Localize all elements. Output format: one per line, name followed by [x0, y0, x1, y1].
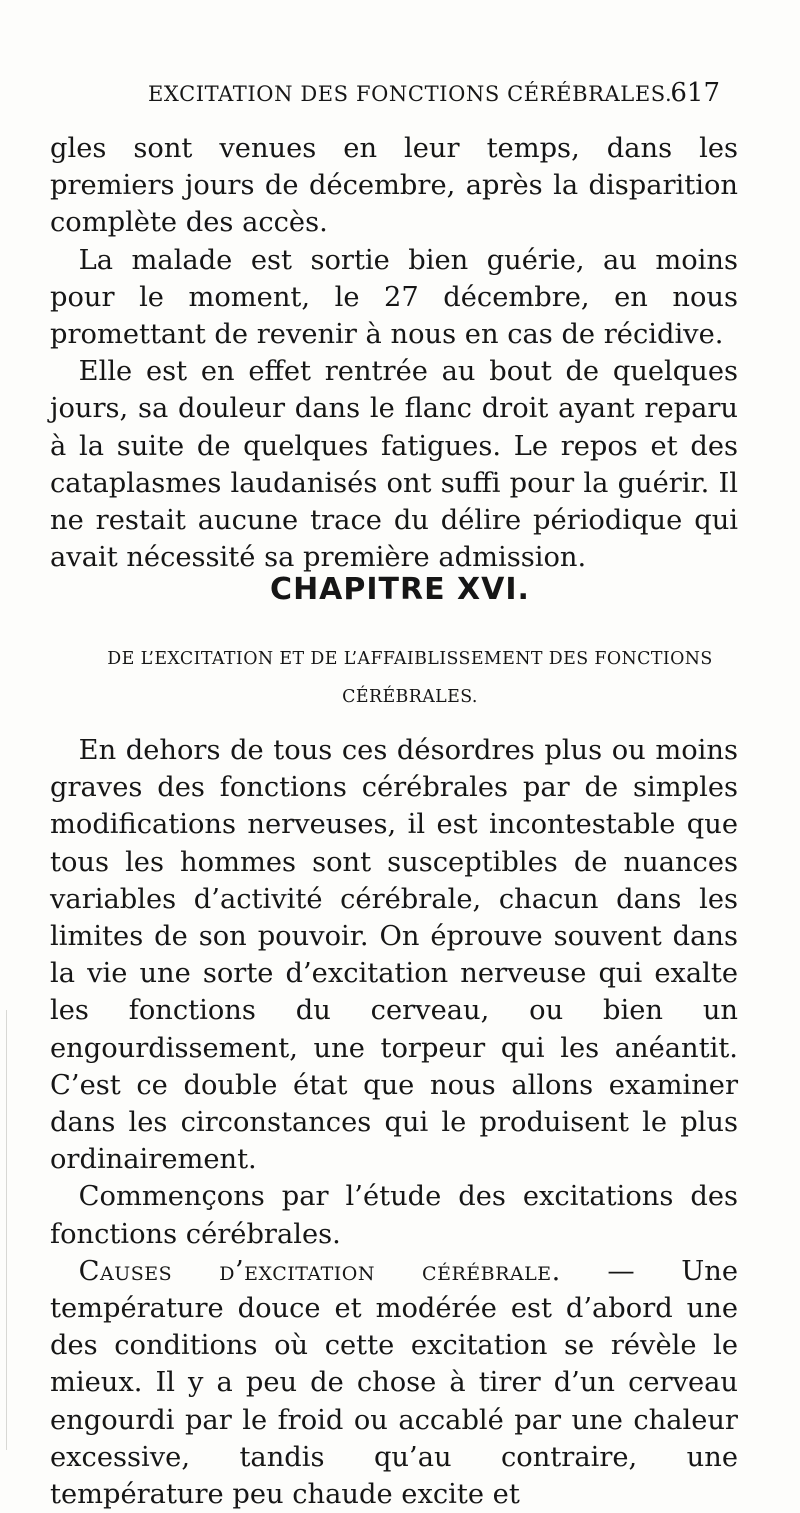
page-number: 617	[670, 78, 720, 108]
em-dash: —	[560, 1255, 682, 1287]
scan-edge-shadow	[6, 1010, 7, 1450]
paragraph-readmission: Elle est en effet rentrée au bout de quelques jours, sa douleur dans le flanc droit ayant reparu à la suite de quelques fatigues. Le repos et des cataplasmes laudanisés ont suffi pour la guérir. Il ne restait aucune trace du délire périodique qui avait nécessité sa première admission.	[50, 356, 738, 574]
paragraph-introduction: En dehors de tous ces désordres plus ou moins graves des fonctions cérébrales par de simples modifications nerveuses, il est incontestable que tous les hommes sont susceptibles de nuances variables d’activité cérébrale, chacun dans les limites de son pouvoir. On éprouve souvent dans la vie une sorte d’excitation nerveuse qui exalte les fonctions du cerveau, ou bien un engourdissement, une torpeur qui les anéantit. C’est ce double état que nous allons examiner dans les circonstances qui le produisent le plus ordinairement.	[50, 735, 738, 1176]
running-head	[148, 78, 720, 118]
chapter-subtitle	[50, 640, 770, 716]
paragraph-discharge: La malade est sortie bien guérie, au moins pour le moment, le 27 décembre, en nous promettant de revenir à nous en cas de récidive.	[50, 244, 738, 351]
chapter-title: CHAPITRE XVI.	[270, 572, 530, 607]
chapter-subtitle-line-1: DE L’EXCITATION ET DE L’AFFAIBLISSEMENT DES FONCTIONS	[107, 649, 713, 669]
chapter-subtitle-line-2: CÉRÉBRALES.	[342, 687, 478, 707]
running-title: EXCITATION DES FONCTIONS CÉRÉBRALES.	[148, 82, 673, 106]
text-block-top	[50, 130, 738, 576]
paragraph-excitations: Commençons par l’étude des excitations des fonctions cérébrales.	[50, 1181, 738, 1250]
section-heading-causes: Causes d’excitation cérébrale.	[78, 1255, 561, 1287]
paragraph-causes-body: Une température douce et modérée est d’abord une des conditions où cette excitation se révèle le mieux. Il y a peu de chose à tirer d’un cerveau engourdi par le froid ou accablé par une chaleur excessive, tandis qu’au contraire, une température peu chaude excite et	[50, 1255, 739, 1511]
text-block-chapter	[50, 732, 738, 1513]
paragraph-continuation: gles sont venues en leur temps, dans les premiers jours de décembre, après la disparition complète des accès.	[50, 133, 738, 239]
